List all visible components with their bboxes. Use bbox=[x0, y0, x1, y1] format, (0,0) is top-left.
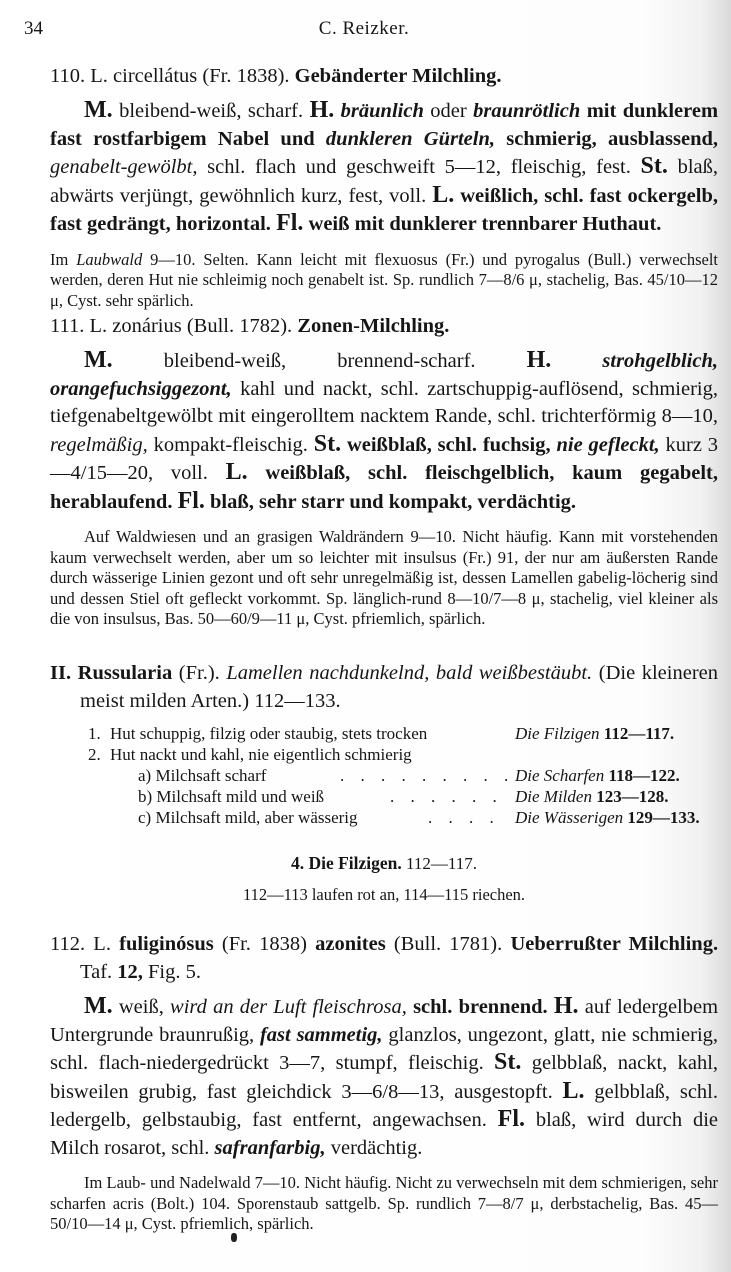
key-l: L. bbox=[432, 181, 455, 208]
note-text: 9—10. Selten. Kann leicht mit flexuosus (Fr.) und pyrogalus (Bull.) verwechselt werden, deren Hut nie schleimig noch genabelt ist. Sp. rundlich 7—8/6 μ, stachelig, Bas. 45/10—12 μ, Cyst. sehr spärlich. bbox=[50, 249, 719, 310]
cap-text: kahl und nackt, schl. zartschuppig-auflösend, schmierig, tiefgenabeltgewölbt mit eingerolltem nacktem Rande, schl. trichterförmig 8—10, bbox=[50, 377, 718, 427]
authority: (Bull. 1782). bbox=[186, 315, 293, 337]
flesh-text: verdächtig. bbox=[330, 1136, 423, 1159]
stem-text: weißblaß, schl. fuchsig, bbox=[346, 433, 551, 456]
entry-111 bbox=[50, 312, 718, 630]
key-target bbox=[515, 765, 680, 786]
identification-key bbox=[50, 723, 718, 828]
entry-number: 111. bbox=[50, 315, 85, 337]
cap-italic: braunrötlich bbox=[473, 100, 581, 122]
key-l: L. bbox=[562, 1077, 585, 1104]
cap-italic: fast sammetig, bbox=[259, 1023, 383, 1046]
key-target-range: 129—133. bbox=[627, 808, 700, 827]
running-title: C. Reizker. bbox=[318, 18, 410, 39]
entry-number: 110. bbox=[50, 65, 86, 87]
key-st: St. bbox=[640, 153, 668, 179]
entry-description bbox=[50, 347, 718, 516]
key-line bbox=[50, 807, 718, 828]
stem-italic: nie gefleckt, bbox=[556, 433, 660, 456]
species-name: zonárius bbox=[112, 315, 182, 337]
flesh-italic: safranfarbig, bbox=[214, 1136, 326, 1159]
entry-note: Auf Waldwiesen und an grasigen Waldrändern 9—10. Nicht häufig. Kann mit vorstehenden kaum verwechselt werden, aber um so leichter mit insulsus (Fr.) 91, der nur am äußersten Rande durch wässerige Linien gezont und oft sehr unregelmäßig ist, dessen Lamellen gabelig-löcherig sind und dessen Stiel oft gefleckt vorkommt. Sp. länglich-rund 8—10/7—8 μ, stachelig, viel kleiner als die von insulsus, Bas. 50—60/9—11 μ, Cyst. pfriemlich, spärlich. bbox=[50, 527, 718, 628]
subkey-description: Milchsaft mild und weiß bbox=[156, 787, 325, 806]
subsection-heading bbox=[50, 852, 718, 875]
cap-text: oder bbox=[430, 100, 467, 122]
entry-heading bbox=[50, 312, 718, 340]
synonym: azonites bbox=[315, 933, 386, 955]
cap-text: auf ledergelbem Untergrunde braunrußig, bbox=[50, 996, 719, 1046]
key-line bbox=[50, 786, 718, 807]
authority: (Fr. 1838). bbox=[202, 65, 290, 87]
key-line bbox=[50, 723, 718, 744]
subkey-text bbox=[138, 807, 358, 828]
figure-reference: Fig. 5. bbox=[148, 961, 202, 983]
key-m: M. bbox=[84, 347, 113, 373]
species-name: fuliginósus bbox=[119, 933, 214, 955]
key-target bbox=[515, 807, 700, 828]
species-name: circellátus bbox=[113, 65, 198, 87]
group-russularia bbox=[50, 660, 718, 828]
key-fl: Fl. bbox=[497, 1106, 525, 1132]
group-description: Lamellen nachdunkelnd, bald weißbestäubt. bbox=[226, 662, 593, 684]
flesh-text: weiß mit dunklerer trennbarer Huthaut. bbox=[308, 213, 662, 235]
key-target-range: 112—117. bbox=[603, 724, 675, 743]
genus: L. bbox=[90, 65, 108, 87]
cap-italic: dunkleren Gürteln, bbox=[325, 127, 495, 150]
key-fl: Fl. bbox=[177, 487, 205, 514]
cap-text: schmierig, ausblassend, bbox=[506, 127, 718, 150]
key-target-name: Die Wässerigen bbox=[515, 808, 624, 827]
entry-description bbox=[50, 97, 718, 239]
key-target-range: 118—122. bbox=[608, 766, 680, 785]
subkey-label: c) bbox=[138, 808, 152, 827]
page-number: 34 bbox=[24, 18, 43, 39]
key-target-name: Die Filzigen bbox=[515, 724, 600, 743]
leader-dots: . . . . bbox=[428, 808, 500, 827]
key-target-name: Die Scharfen bbox=[515, 766, 605, 785]
cap-text: schl. flach und geschweift 5—12, fleischig, fest. bbox=[207, 156, 631, 178]
entry-112 bbox=[50, 930, 718, 1235]
key-label: 2. bbox=[88, 745, 101, 764]
milk-italic: wird an der Luft fleischrosa, bbox=[170, 996, 407, 1018]
genus: L. bbox=[93, 933, 111, 955]
entry-110 bbox=[50, 62, 718, 311]
milk-text: weiß, bbox=[118, 996, 164, 1018]
flesh-text: blaß, sehr starr und kompakt, verdächtig. bbox=[210, 490, 577, 513]
key-label: 1. bbox=[88, 724, 101, 743]
stem-text: blaß, abwärts verjüngt, gewöhnlich kurz, fest, voll. bbox=[50, 156, 719, 207]
entry-note: Im Laub- und Nadelwald 7—10. Nicht häufig. Nicht zu verwechseln mit dem schmierigen, sehr scharfen acris (Bolt.) 104. Sporenstaub sattgelb. Sp. rundlich 7—8/7 μ, derbstachelig, Bas. 45—50/10—14 μ, Cyst. pfriemlich, spärlich. bbox=[50, 1173, 718, 1233]
key-line bbox=[50, 765, 718, 786]
key-fl: Fl. bbox=[276, 210, 304, 236]
plate-label: Taf. bbox=[80, 961, 113, 983]
key-target bbox=[515, 723, 674, 744]
gills-text: weißlich, schl. fast ockergelb, fast gedrängt, horizontal. bbox=[50, 184, 719, 235]
cap-italic: strohgelblich, orangefuchsiggezont, bbox=[50, 350, 719, 400]
authority: (Fr.). bbox=[178, 662, 220, 684]
key-st: St. bbox=[313, 430, 342, 457]
subkey-label: b) bbox=[138, 787, 153, 806]
entry-heading bbox=[50, 930, 718, 986]
key-m: M. bbox=[84, 993, 113, 1019]
key-h: H. bbox=[553, 993, 579, 1019]
entry-heading bbox=[50, 62, 718, 90]
cap-text: glanzlos, ungezont, glatt, nie schmierig, schl. flach-niedergedrückt 3—7, stumpf, fleischig. bbox=[50, 1023, 719, 1074]
genus: L. bbox=[89, 315, 108, 337]
group-heading bbox=[50, 660, 718, 715]
group-number: II. bbox=[50, 662, 72, 684]
authority: (Fr. 1838) bbox=[221, 933, 307, 955]
milk-text: schl. brennend. bbox=[413, 996, 548, 1018]
leader-dots: . . . . . . . . . bbox=[340, 766, 515, 785]
stem-text: gelbblaß, nackt, kahl, bisweilen grubig, fast gleichdick 3—6/8—13, ausgestopft. bbox=[50, 1052, 719, 1103]
subkey-description: Milchsaft mild, aber wässerig bbox=[155, 808, 358, 827]
synonym-authority: (Bull. 1781). bbox=[393, 933, 503, 955]
cap-text: mit dunklerem fast rostfarbigem Nabel und bbox=[50, 100, 719, 150]
cap-italic: regelmäßig, bbox=[50, 433, 148, 456]
gills-text: gelbblaß, schl. ledergelb, gelbstaubig, fast entfernt, angewachsen. bbox=[50, 1080, 718, 1131]
key-target bbox=[515, 786, 668, 807]
subkey-text bbox=[138, 786, 324, 807]
subsection-note: 112—113 laufen rot an, 114—115 riechen. bbox=[242, 885, 526, 904]
plate-number: 12, bbox=[117, 961, 143, 983]
milk-text: bleibend-weiß, brennend-scharf. bbox=[163, 350, 476, 372]
german-name: Ueberrußter Milchling. bbox=[510, 933, 719, 955]
subkey-text bbox=[138, 765, 266, 786]
entry-note bbox=[50, 250, 718, 312]
key-target-name: Die Milden bbox=[515, 787, 592, 806]
key-l: L. bbox=[225, 459, 248, 485]
group-note: (Die kleineren meist milden Arten.) 112—133. bbox=[80, 662, 718, 712]
entry-description bbox=[50, 993, 718, 1162]
entry-number: 112. bbox=[50, 933, 86, 955]
cap-text: kompakt-fleischig. bbox=[153, 433, 308, 456]
subkey-description: Milchsaft scharf bbox=[155, 766, 267, 785]
milk-text: bleibend-weiß, scharf. bbox=[119, 100, 304, 122]
subsection-title: 4. Die Filzigen. bbox=[290, 853, 402, 873]
subsection-range: 112—117. bbox=[406, 854, 478, 873]
key-text: Hut schuppig, filzig oder staubig, stets trocken bbox=[110, 724, 428, 743]
key-text: Hut nackt und kahl, nie eigentlich schmierig bbox=[110, 745, 412, 764]
cap-italic: genabelt-gewölbt, bbox=[50, 156, 198, 178]
subsection-filzigen bbox=[50, 852, 718, 905]
running-head bbox=[24, 18, 704, 44]
german-name: Gebänderter Milchling. bbox=[294, 65, 502, 87]
note-text: Im bbox=[50, 249, 69, 269]
key-target-range: 123—128. bbox=[596, 787, 669, 806]
subkey-label: a) bbox=[138, 766, 152, 785]
cap-italic: bräunlich bbox=[340, 100, 424, 122]
gills-text: weißblaß, schl. fleischgelblich, kaum gegabelt, herablaufend. bbox=[50, 462, 719, 513]
leader-dots: . . . . . . bbox=[390, 787, 503, 806]
stem-text: kurz 3—4/15—20, voll. bbox=[50, 433, 719, 484]
german-name: Zonen-Milchling. bbox=[297, 315, 450, 337]
habitat-italic: Laubwald bbox=[76, 249, 143, 269]
flesh-text: blaß, wird durch die Milch rosarot, schl. bbox=[50, 1109, 719, 1159]
key-h: H. bbox=[526, 347, 552, 373]
key-st: St. bbox=[494, 1049, 522, 1075]
group-name: Russularia bbox=[77, 662, 173, 684]
key-h: H. bbox=[309, 97, 335, 123]
key-line bbox=[50, 744, 718, 765]
key-m: M. bbox=[84, 97, 113, 123]
ink-mark bbox=[231, 1233, 237, 1242]
